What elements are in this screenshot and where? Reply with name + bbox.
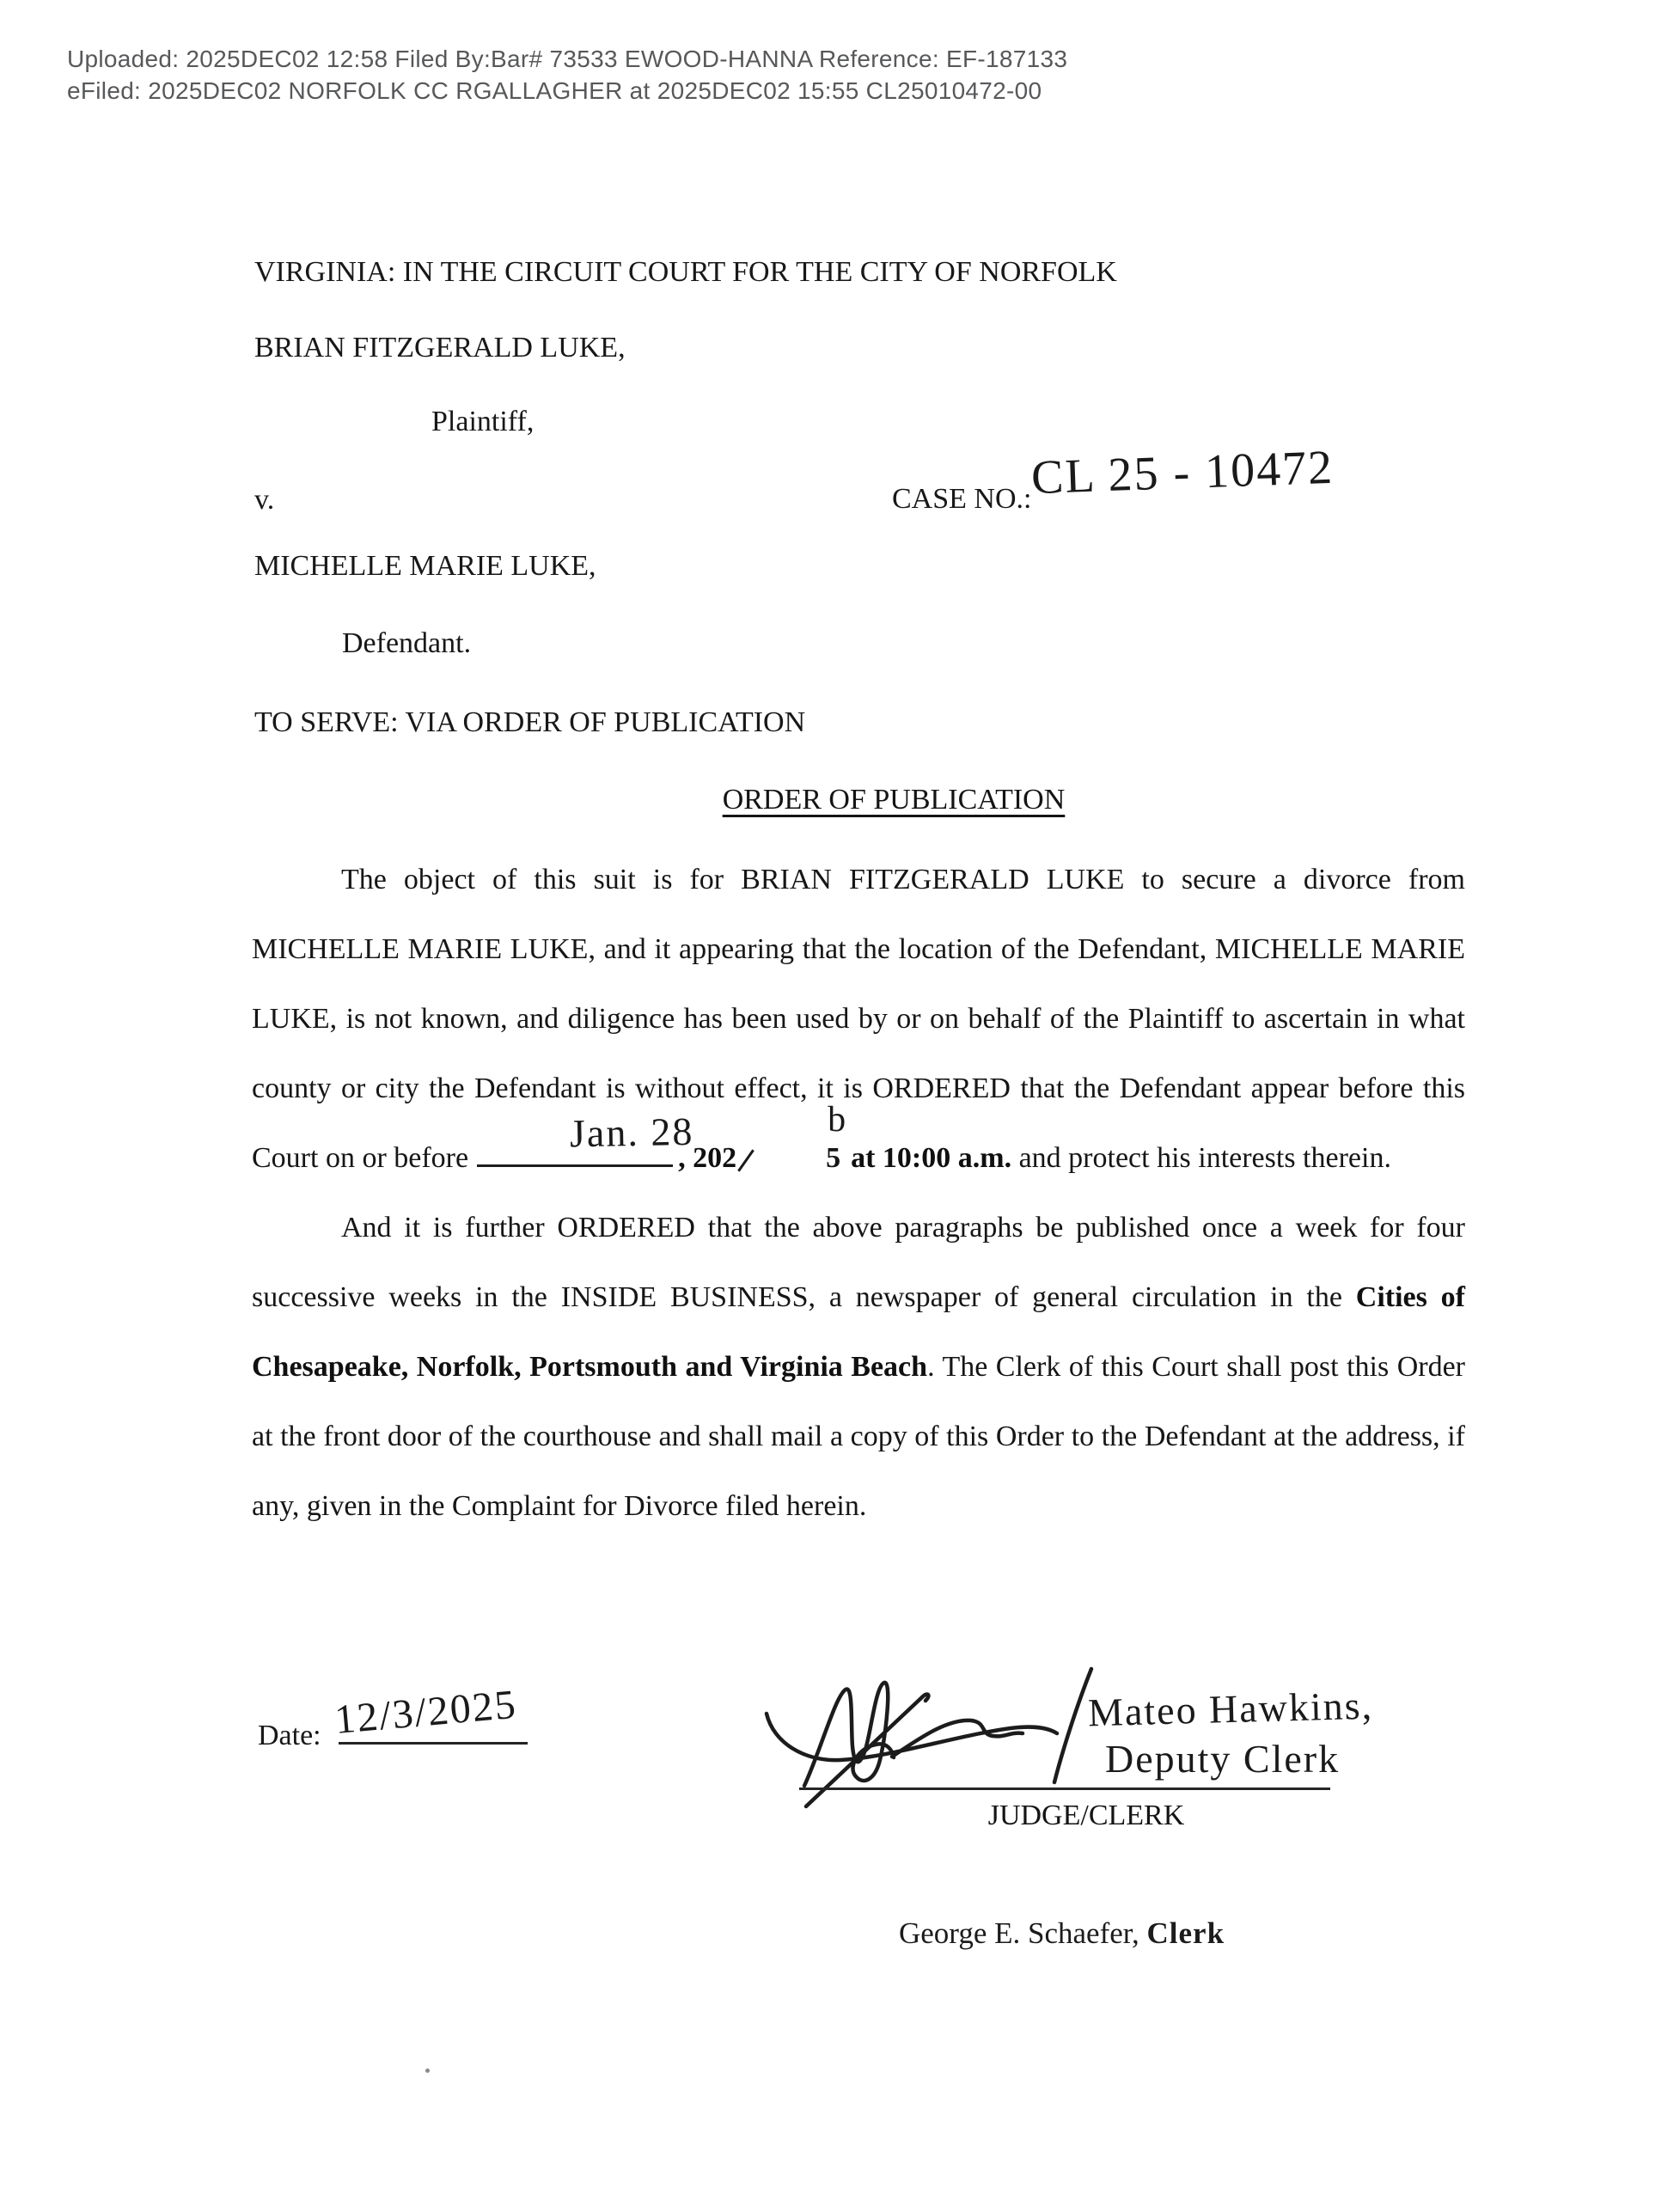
order-paragraph-1 xyxy=(252,845,1465,1193)
plaintiff-role-label: Plaintiff, xyxy=(431,406,535,437)
case-number-handwritten: CL 25 - 10472 xyxy=(1030,440,1335,505)
paragraph-1-text: The object of this suit is for BRIAN FITZGERALD LUKE to secure a divorce from MICHELLE MARIE LUKE, and it appearing that the location of the Defendant, MICHELLE MARIE LUKE, is not known, and diligence has been used by or on behalf of the Plaintiff to ascertain in what county or city the Defendant is without effect, it is ORDERED that the Defendant appear before this Court on or before xyxy=(252,864,1465,1174)
efiling-efiled-line: eFiled: 2025DEC02 NORFOLK CC RGALLAGHER at 2025DEC02 15:55 CL25010472-00 xyxy=(67,77,1042,104)
order-paragraph-2 xyxy=(252,1193,1465,1541)
paragraph-2-tail: . The Clerk of this Court shall post this Order at the front door of the courthouse and shall mail a copy of this Order to the Defendant at the address, if any, given in the Complaint for Divorce filed herein. xyxy=(252,1351,1465,1522)
deputy-clerk-title-handwritten: Deputy Clerk xyxy=(1105,1737,1341,1781)
publication-cities-bold: Cities of Chesapeake, Norfolk, Portsmouth and Virginia Beach xyxy=(252,1281,1465,1383)
clerk-of-court-line xyxy=(899,1916,1225,1951)
clerk-of-court-title: Clerk xyxy=(1146,1916,1225,1950)
to-serve-line: TO SERVE: VIA ORDER OF PUBLICATION xyxy=(254,706,806,738)
case-number-label: CASE NO.: xyxy=(892,483,1032,515)
hearing-date-blank-line xyxy=(477,1109,694,1167)
date-label: Date: xyxy=(258,1720,321,1751)
year-correction-handwritten: b xyxy=(828,1100,848,1140)
plaintiff-name: BRIAN FITZGERALD LUKE, xyxy=(254,332,626,364)
struck-year-digit-wrap xyxy=(736,1100,848,1193)
versus-label: v. xyxy=(254,484,275,516)
hearing-date-handwritten: Jan. 28 xyxy=(569,1109,694,1156)
date-row xyxy=(258,1681,528,1752)
paragraph-1-tail: and protect his interests therein. xyxy=(1011,1142,1391,1174)
order-of-publication-heading: ORDER OF PUBLICATION xyxy=(722,784,1066,816)
date-handwritten: 12/3/2025 xyxy=(332,1681,519,1744)
order-body xyxy=(252,845,1465,1541)
signature-separator-slash xyxy=(1054,1669,1091,1782)
clerk-of-court-name: George E. Schaefer, xyxy=(899,1916,1139,1950)
deputy-clerk-name-handwritten: Mateo Hawkins, xyxy=(1087,1683,1374,1735)
hearing-time: at 10:00 a.m. xyxy=(851,1142,1012,1174)
scan-artifact-dot xyxy=(425,2069,430,2073)
efiling-uploaded-line: Uploaded: 2025DEC02 12:58 Filed By:Bar# 73533 EWOOD-HANNA Reference: EF-187133 xyxy=(67,46,1068,72)
date-blank-line xyxy=(332,1681,528,1745)
signature-underline xyxy=(799,1788,1330,1790)
paragraph-2-text: And it is further ORDERED that the above paragraphs be published once a week for four successive weeks in the INSIDE BUSINESS, a newspaper of general circulation in the xyxy=(252,1212,1465,1313)
year-prefix: , 202 xyxy=(678,1142,737,1174)
efiling-header xyxy=(67,43,1067,107)
judge-signature-scribble xyxy=(754,1647,1115,1818)
judge-clerk-label: JUDGE/CLERK xyxy=(987,1800,1185,1831)
defendant-role-label: Defendant. xyxy=(342,627,472,659)
signature-sweep-stroke xyxy=(767,1714,1057,1760)
struck-year-digit: 5 xyxy=(826,1142,841,1174)
defendant-name: MICHELLE MARIE LUKE, xyxy=(254,550,596,582)
court-caption-title: VIRGINIA: IN THE CIRCUIT COURT FOR THE CITY OF NORFOLK xyxy=(254,256,1117,288)
